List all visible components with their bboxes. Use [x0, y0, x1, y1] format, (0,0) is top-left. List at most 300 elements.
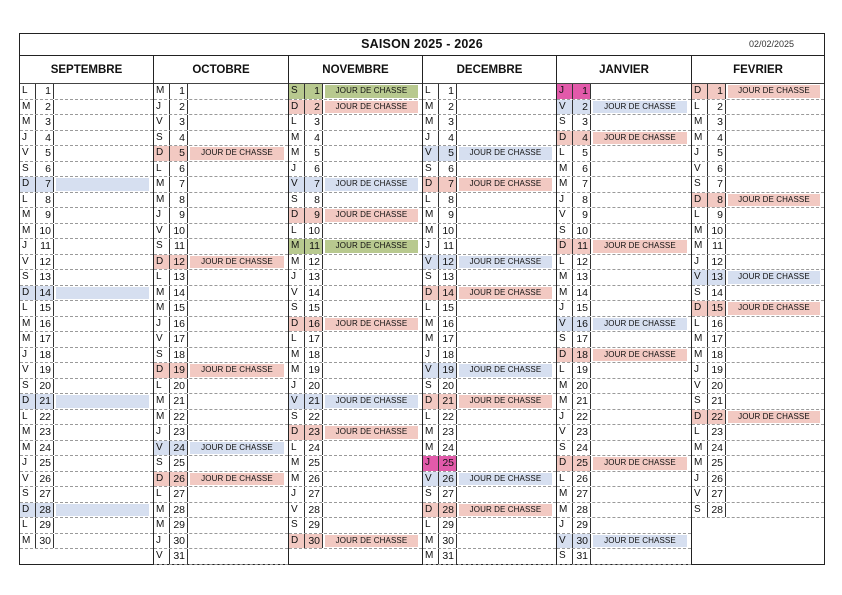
- day-number: 25: [305, 456, 323, 471]
- day-number: 2: [36, 100, 54, 115]
- event-cell: [325, 163, 418, 176]
- weekday-letter: J: [154, 425, 170, 440]
- weekday-letter: V: [154, 441, 170, 456]
- weekday-letter: V: [289, 503, 305, 518]
- event-cell: [190, 225, 284, 238]
- day-row: [557, 317, 691, 333]
- day-number: 30: [36, 534, 54, 549]
- day-number: 18: [439, 348, 457, 363]
- day-row: [289, 239, 422, 255]
- weekday-letter: J: [557, 410, 573, 425]
- event-cell: [459, 132, 552, 145]
- event-cell: [56, 380, 149, 393]
- day-row: [20, 317, 153, 333]
- weekday-letter: J: [423, 348, 439, 363]
- weekday-letter: M: [289, 239, 305, 254]
- hunting-day-label: JOUR DE CHASSE: [325, 209, 418, 222]
- weekday-letter: M: [20, 534, 36, 549]
- event-cell: [593, 504, 687, 517]
- day-number: 1: [708, 84, 726, 99]
- event-cell: [56, 318, 149, 331]
- day-row: [154, 239, 288, 255]
- day-row: [289, 534, 422, 550]
- hunting-day-label: JOUR DE CHASSE: [459, 287, 552, 300]
- event-cell: [56, 178, 149, 191]
- day-row: [154, 193, 288, 209]
- weekday-letter: D: [20, 503, 36, 518]
- event-cell: [325, 457, 418, 470]
- day-number: 6: [439, 162, 457, 177]
- event-cell: [56, 473, 149, 486]
- title-bar: [20, 34, 824, 56]
- day-number: 1: [573, 84, 591, 99]
- event-cell: [190, 271, 284, 284]
- day-row: [557, 379, 691, 395]
- day-number: 21: [170, 394, 188, 409]
- event-cell: [728, 240, 820, 253]
- weekday-letter: M: [289, 363, 305, 378]
- day-row: [423, 394, 556, 410]
- event-cell: [56, 364, 149, 377]
- day-number: 28: [170, 503, 188, 518]
- event-cell: [728, 318, 820, 331]
- day-row: [20, 131, 153, 147]
- print-date: 02/02/2025: [748, 39, 794, 49]
- event-cell: [728, 364, 820, 377]
- event-cell: [56, 147, 149, 160]
- day-row: [692, 301, 824, 317]
- day-row: [692, 503, 824, 519]
- day-row: [20, 224, 153, 240]
- day-number: 17: [170, 332, 188, 347]
- day-number: 12: [439, 255, 457, 270]
- day-row: [557, 549, 691, 565]
- event-cell: [728, 457, 820, 470]
- day-row: [423, 472, 556, 488]
- day-row: [557, 410, 691, 426]
- weekday-letter: V: [20, 472, 36, 487]
- day-number: 16: [170, 317, 188, 332]
- hunting-day-label: JOUR DE CHASSE: [459, 473, 552, 486]
- weekday-letter: V: [423, 472, 439, 487]
- hunting-day-label: JOUR DE CHASSE: [728, 85, 820, 98]
- event-cell: [593, 271, 687, 284]
- weekday-letter: L: [289, 332, 305, 347]
- weekday-letter: M: [423, 208, 439, 223]
- event-cell: [728, 333, 820, 346]
- day-row: [423, 239, 556, 255]
- weekday-letter: S: [20, 162, 36, 177]
- event-cell: [190, 488, 284, 501]
- event-cell: [190, 519, 284, 532]
- weekday-letter: V: [154, 224, 170, 239]
- event-cell: [728, 380, 820, 393]
- month-column-novembre: [289, 56, 423, 564]
- weekday-letter: V: [557, 425, 573, 440]
- weekday-letter: M: [692, 239, 708, 254]
- day-number: 23: [708, 425, 726, 440]
- day-row: [557, 100, 691, 116]
- event-cell: [593, 116, 687, 129]
- weekday-letter: J: [692, 472, 708, 487]
- day-number: 4: [439, 131, 457, 146]
- event-cell: [56, 349, 149, 362]
- event-cell: [459, 550, 552, 563]
- event-cell: [728, 147, 820, 160]
- day-number: 16: [439, 317, 457, 332]
- weekday-letter: M: [20, 425, 36, 440]
- event-cell: [190, 209, 284, 222]
- weekday-letter: M: [557, 270, 573, 285]
- day-row: [289, 394, 422, 410]
- weekday-letter: M: [154, 503, 170, 518]
- day-number: 11: [708, 239, 726, 254]
- event-cell: [593, 287, 687, 300]
- day-number: 28: [439, 503, 457, 518]
- weekday-letter: L: [692, 317, 708, 332]
- day-number: 1: [305, 84, 323, 99]
- day-number: 22: [439, 410, 457, 425]
- day-number: 1: [439, 84, 457, 99]
- weekday-letter: M: [20, 332, 36, 347]
- day-number: 15: [305, 301, 323, 316]
- weekday-letter: D: [692, 193, 708, 208]
- day-row: [423, 363, 556, 379]
- calendar-sheet: [19, 33, 825, 565]
- day-number: 13: [439, 270, 457, 285]
- event-cell: [593, 395, 687, 408]
- day-list: [154, 84, 288, 565]
- day-number: 3: [573, 115, 591, 130]
- weekday-letter: L: [20, 410, 36, 425]
- day-row: [289, 317, 422, 333]
- event-cell: [325, 256, 418, 269]
- event-cell: [459, 380, 552, 393]
- event-cell: [728, 178, 820, 191]
- weekday-letter: M: [154, 394, 170, 409]
- day-number: 27: [36, 487, 54, 502]
- weekday-letter: V: [289, 177, 305, 192]
- day-row: [20, 456, 153, 472]
- event-cell: [459, 225, 552, 238]
- event-cell: [325, 271, 418, 284]
- day-number: 15: [170, 301, 188, 316]
- hunting-day-label: JOUR DE CHASSE: [325, 426, 418, 439]
- weekday-letter: M: [154, 410, 170, 425]
- hunting-day-label: JOUR DE CHASSE: [459, 178, 552, 191]
- day-row: [289, 100, 422, 116]
- day-number: 24: [36, 441, 54, 456]
- event-cell: [459, 333, 552, 346]
- day-row: [692, 115, 824, 131]
- event-cell: [56, 132, 149, 145]
- day-row: [423, 425, 556, 441]
- day-row: [557, 425, 691, 441]
- weekday-letter: D: [289, 100, 305, 115]
- weekday-letter: L: [557, 363, 573, 378]
- day-row: [154, 146, 288, 162]
- event-cell: [56, 333, 149, 346]
- day-row: [692, 224, 824, 240]
- day-number: 11: [439, 239, 457, 254]
- day-row: [154, 177, 288, 193]
- hunting-day-label: JOUR DE CHASSE: [593, 318, 687, 331]
- day-row: [557, 332, 691, 348]
- weekday-letter: L: [423, 193, 439, 208]
- weekday-letter: M: [557, 503, 573, 518]
- day-row: [20, 239, 153, 255]
- day-row: [557, 162, 691, 178]
- day-row: [557, 441, 691, 457]
- hunting-day-label: JOUR DE CHASSE: [593, 457, 687, 470]
- weekday-letter: J: [154, 317, 170, 332]
- day-row: [557, 487, 691, 503]
- day-number: 9: [305, 208, 323, 223]
- weekday-letter: M: [692, 131, 708, 146]
- event-cell: [325, 488, 418, 501]
- day-number: 14: [305, 286, 323, 301]
- day-number: 17: [708, 332, 726, 347]
- event-cell: [728, 488, 820, 501]
- event-cell: [459, 318, 552, 331]
- event-cell: [728, 473, 820, 486]
- weekday-letter: J: [20, 239, 36, 254]
- hunting-day-label: JOUR DE CHASSE: [190, 473, 284, 486]
- weekday-letter: S: [20, 270, 36, 285]
- weekday-letter: L: [20, 301, 36, 316]
- event-cell: [459, 101, 552, 114]
- weekday-letter: D: [557, 348, 573, 363]
- event-cell: [325, 364, 418, 377]
- weekday-letter: M: [423, 317, 439, 332]
- event-cell: [56, 163, 149, 176]
- weekday-letter: J: [692, 255, 708, 270]
- event-cell: [728, 349, 820, 362]
- weekday-letter: D: [557, 131, 573, 146]
- weekday-letter: M: [557, 487, 573, 502]
- weekday-letter: M: [557, 379, 573, 394]
- day-number: 17: [305, 332, 323, 347]
- event-cell: [190, 302, 284, 315]
- day-row: [557, 503, 691, 519]
- event-cell: [593, 442, 687, 455]
- weekday-letter: D: [289, 425, 305, 440]
- day-number: 22: [305, 410, 323, 425]
- day-row: [154, 534, 288, 550]
- day-row: [289, 425, 422, 441]
- day-number: 24: [573, 441, 591, 456]
- day-number: 28: [573, 503, 591, 518]
- day-number: 18: [708, 348, 726, 363]
- day-row: [423, 84, 556, 100]
- day-row: [20, 487, 153, 503]
- weekday-letter: J: [289, 270, 305, 285]
- event-cell: [56, 194, 149, 207]
- day-row: [289, 146, 422, 162]
- day-row: [423, 193, 556, 209]
- day-row: [557, 518, 691, 534]
- event-cell: [593, 426, 687, 439]
- hunting-day-label: JOUR DE CHASSE: [728, 194, 820, 207]
- day-row: [692, 193, 824, 209]
- event-cell: [325, 147, 418, 160]
- event-cell: [593, 488, 687, 501]
- day-row: [557, 534, 691, 550]
- day-number: 26: [573, 472, 591, 487]
- event-cell: [593, 209, 687, 222]
- day-row: [423, 379, 556, 395]
- weekday-letter: V: [20, 363, 36, 378]
- day-row: [20, 503, 153, 519]
- event-cell: [728, 504, 820, 517]
- day-number: 19: [170, 363, 188, 378]
- weekday-letter: M: [692, 348, 708, 363]
- day-number: 30: [170, 534, 188, 549]
- day-row: [289, 208, 422, 224]
- weekday-letter: S: [289, 410, 305, 425]
- weekday-letter: S: [154, 131, 170, 146]
- month-name: FEVRIER: [692, 56, 824, 84]
- day-number: 13: [573, 270, 591, 285]
- day-row: [289, 270, 422, 286]
- weekday-letter: V: [289, 286, 305, 301]
- day-row: [289, 332, 422, 348]
- event-cell: [190, 101, 284, 114]
- weekday-letter: S: [557, 115, 573, 130]
- day-number: 6: [36, 162, 54, 177]
- day-row: [154, 410, 288, 426]
- hunting-day-label: JOUR DE CHASSE: [728, 411, 820, 424]
- day-number: 27: [170, 487, 188, 502]
- event-cell: [190, 318, 284, 331]
- hunting-day-label: JOUR DE CHASSE: [728, 302, 820, 315]
- event-cell: [325, 287, 418, 300]
- event-cell: [190, 504, 284, 517]
- day-row: [423, 301, 556, 317]
- day-number: 29: [439, 518, 457, 533]
- day-row: [692, 348, 824, 364]
- day-row: [423, 100, 556, 116]
- day-list: [557, 84, 691, 565]
- day-number: 16: [573, 317, 591, 332]
- day-row: [692, 317, 824, 333]
- weekday-letter: S: [423, 487, 439, 502]
- day-number: 29: [36, 518, 54, 533]
- weekday-letter: L: [557, 255, 573, 270]
- day-row: [692, 441, 824, 457]
- hunting-day-label: JOUR DE CHASSE: [325, 240, 418, 253]
- day-row: [154, 131, 288, 147]
- day-row: [20, 301, 153, 317]
- day-row: [423, 503, 556, 519]
- day-number: 10: [36, 224, 54, 239]
- event-cell: [56, 395, 149, 408]
- day-number: 8: [170, 193, 188, 208]
- day-row: [154, 255, 288, 271]
- weekday-letter: D: [289, 208, 305, 223]
- weekday-letter: M: [692, 456, 708, 471]
- weekday-letter: M: [289, 348, 305, 363]
- hunting-day-label: JOUR DE CHASSE: [325, 101, 418, 114]
- day-number: 24: [708, 441, 726, 456]
- day-number: 25: [573, 456, 591, 471]
- weekday-letter: M: [289, 255, 305, 270]
- weekday-letter: D: [154, 255, 170, 270]
- day-row: [423, 208, 556, 224]
- day-number: 24: [170, 441, 188, 456]
- day-row: [557, 193, 691, 209]
- day-row: [20, 84, 153, 100]
- day-number: 19: [708, 363, 726, 378]
- weekday-letter: M: [692, 224, 708, 239]
- hunting-day-label: JOUR DE CHASSE: [325, 178, 418, 191]
- weekday-letter: M: [20, 441, 36, 456]
- day-number: 16: [708, 317, 726, 332]
- event-cell: [459, 488, 552, 501]
- day-number: 2: [439, 100, 457, 115]
- weekday-letter: L: [154, 379, 170, 394]
- day-row: [20, 379, 153, 395]
- day-number: 6: [708, 162, 726, 177]
- day-row: [692, 131, 824, 147]
- event-cell: [56, 85, 149, 98]
- weekday-letter: M: [557, 177, 573, 192]
- day-number: 7: [170, 177, 188, 192]
- day-number: 26: [305, 472, 323, 487]
- event-cell: [56, 442, 149, 455]
- day-number: 14: [439, 286, 457, 301]
- weekday-letter: V: [20, 255, 36, 270]
- weekday-letter: J: [423, 239, 439, 254]
- day-row: [289, 131, 422, 147]
- day-row: [20, 177, 153, 193]
- weekday-letter: S: [154, 239, 170, 254]
- day-row: [692, 239, 824, 255]
- day-row: [20, 441, 153, 457]
- day-number: 18: [36, 348, 54, 363]
- event-cell: [190, 194, 284, 207]
- day-row: [692, 146, 824, 162]
- weekday-letter: M: [289, 456, 305, 471]
- event-cell: [325, 349, 418, 362]
- weekday-letter: D: [692, 301, 708, 316]
- day-number: 11: [170, 239, 188, 254]
- hunting-day-label: JOUR DE CHASSE: [459, 147, 552, 160]
- weekday-letter: J: [557, 84, 573, 99]
- event-cell: [325, 194, 418, 207]
- day-number: 20: [708, 379, 726, 394]
- weekday-letter: L: [423, 410, 439, 425]
- weekday-letter: S: [289, 193, 305, 208]
- event-cell: [728, 287, 820, 300]
- weekday-letter: D: [20, 177, 36, 192]
- event-cell: [190, 457, 284, 470]
- day-row: [20, 348, 153, 364]
- weekday-letter: V: [692, 162, 708, 177]
- weekday-letter: M: [154, 518, 170, 533]
- weekday-letter: L: [557, 146, 573, 161]
- day-row: [423, 534, 556, 550]
- weekday-letter: S: [289, 518, 305, 533]
- event-cell: [56, 302, 149, 315]
- weekday-letter: S: [20, 379, 36, 394]
- day-row: [154, 487, 288, 503]
- weekday-letter: J: [423, 456, 439, 471]
- hunting-day-label: JOUR DE CHASSE: [190, 147, 284, 160]
- event-cell: [593, 333, 687, 346]
- weekday-letter: M: [423, 549, 439, 564]
- day-number: 3: [305, 115, 323, 130]
